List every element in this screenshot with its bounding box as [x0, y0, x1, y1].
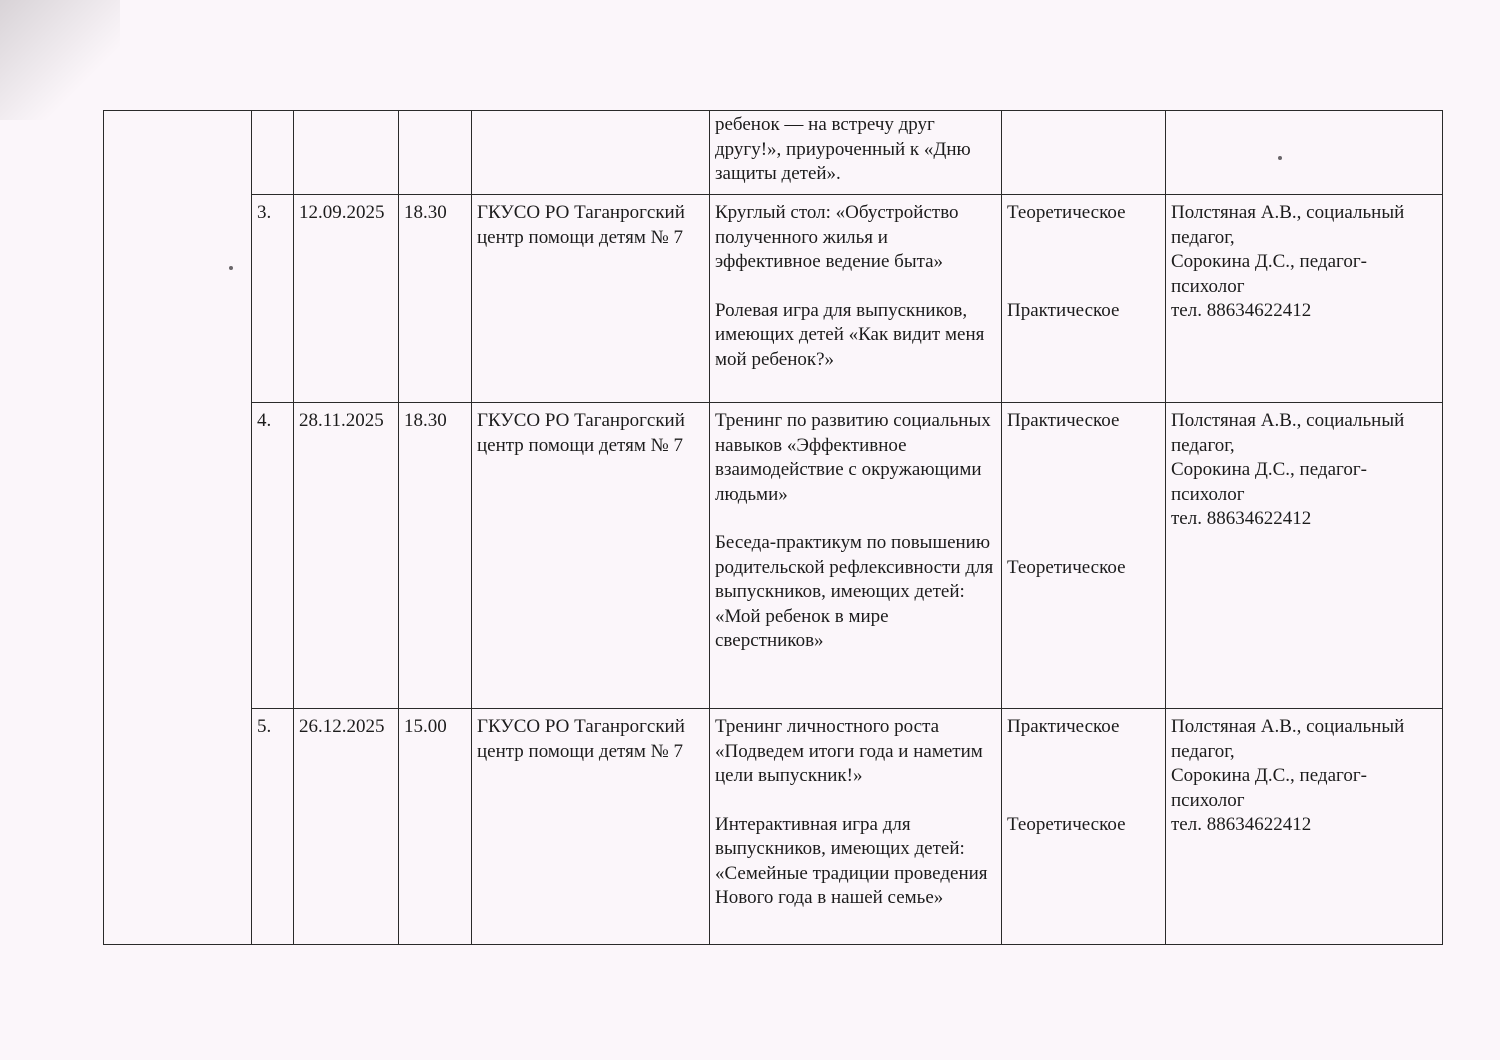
type-cell: [1002, 111, 1166, 195]
type-cell: [1002, 709, 1166, 945]
responsible-cell: [1166, 709, 1443, 945]
place-cell: [472, 111, 710, 195]
place-cell: ГКУСО РО Таганрогский центр помощи детям № 7: [472, 709, 710, 945]
num-cell: 5.: [252, 709, 294, 945]
continuation-event-text: ребенок — на встречу друг другу!», приуроченный к «Дню защиты детей».: [715, 114, 971, 184]
num-cell: [252, 111, 294, 195]
event-cell: [710, 195, 1002, 403]
responsible-cell: [1166, 403, 1443, 709]
responsible-person: Полстяная А.В., социальный педагог,: [1171, 410, 1405, 456]
event-cell: [710, 111, 1002, 195]
responsible-person: Сорокина Д.С., педагог-психолог: [1171, 459, 1367, 505]
date-cell: [294, 111, 399, 195]
event-type: Практическое: [1007, 299, 1120, 321]
event-type: Теоретическое: [1007, 813, 1126, 835]
time-cell: 18.30: [399, 403, 472, 709]
place-cell: ГКУСО РО Таганрогский центр помощи детям № 7: [472, 403, 710, 709]
event-type: Теоретическое: [1007, 556, 1126, 578]
event-type: Теоретическое: [1007, 202, 1126, 223]
responsible-cell: [1166, 111, 1443, 195]
date-cell: 12.09.2025: [294, 195, 399, 403]
num-cell: 3.: [252, 195, 294, 403]
responsible-person: Сорокина Д.С., педагог-психолог: [1171, 251, 1367, 297]
responsible-cell: [1166, 195, 1443, 403]
responsible-person: Сорокина Д.С., педагог-психолог: [1171, 765, 1367, 811]
schedule-table: [103, 110, 1443, 945]
event-title: Круглый стол: «Обустройство полученного жилья и эффективное ведение быта»: [715, 202, 959, 272]
continuation-row: [104, 111, 1443, 195]
date-cell: 28.11.2025: [294, 403, 399, 709]
event-title: Ролевая игра для выпускников, имеющих детей «Как видит меня мой ребенок?»: [715, 299, 985, 370]
time-cell: 18.30: [399, 195, 472, 403]
event-cell: [710, 403, 1002, 709]
table-row: [104, 403, 1443, 709]
event-cell: [710, 709, 1002, 945]
table-row: [104, 709, 1443, 945]
phone-number: тел. 88634622412: [1171, 814, 1312, 835]
event-type: Практическое: [1007, 410, 1120, 431]
type-cell: [1002, 195, 1166, 403]
responsible-person: Полстяная А.В., социальный педагог,: [1171, 716, 1405, 762]
phone-number: тел. 88634622412: [1171, 300, 1312, 321]
event-title: Интерактивная игра для выпускников, имеющих детей: «Семейные традиции проведения Нового года в нашей семье»: [715, 813, 988, 908]
section-cell: [104, 111, 252, 945]
event-title: Беседа-практикум по повышению родительской рефлексивности для выпускников, имеющих детей: «Мой ребенок в мире сверстников»: [715, 532, 994, 651]
type-cell: [1002, 403, 1166, 709]
date-cell: 26.12.2025: [294, 709, 399, 945]
event-type: Практическое: [1007, 716, 1120, 737]
num-cell: 4.: [252, 403, 294, 709]
event-title: Тренинг по развитию социальных навыков «Эффективное взаимодействие с окружающими людьми»: [715, 410, 991, 505]
event-title: Тренинг личностного роста «Подведем итоги года и наметим цели выпускник!»: [715, 716, 983, 786]
phone-number: тел. 88634622412: [1171, 508, 1312, 529]
time-cell: [399, 111, 472, 195]
table-row: [104, 195, 1443, 403]
page-fold-shadow: [0, 0, 120, 120]
responsible-person: Полстяная А.В., социальный педагог,: [1171, 202, 1405, 248]
place-cell: ГКУСО РО Таганрогский центр помощи детям № 7: [472, 195, 710, 403]
time-cell: 15.00: [399, 709, 472, 945]
